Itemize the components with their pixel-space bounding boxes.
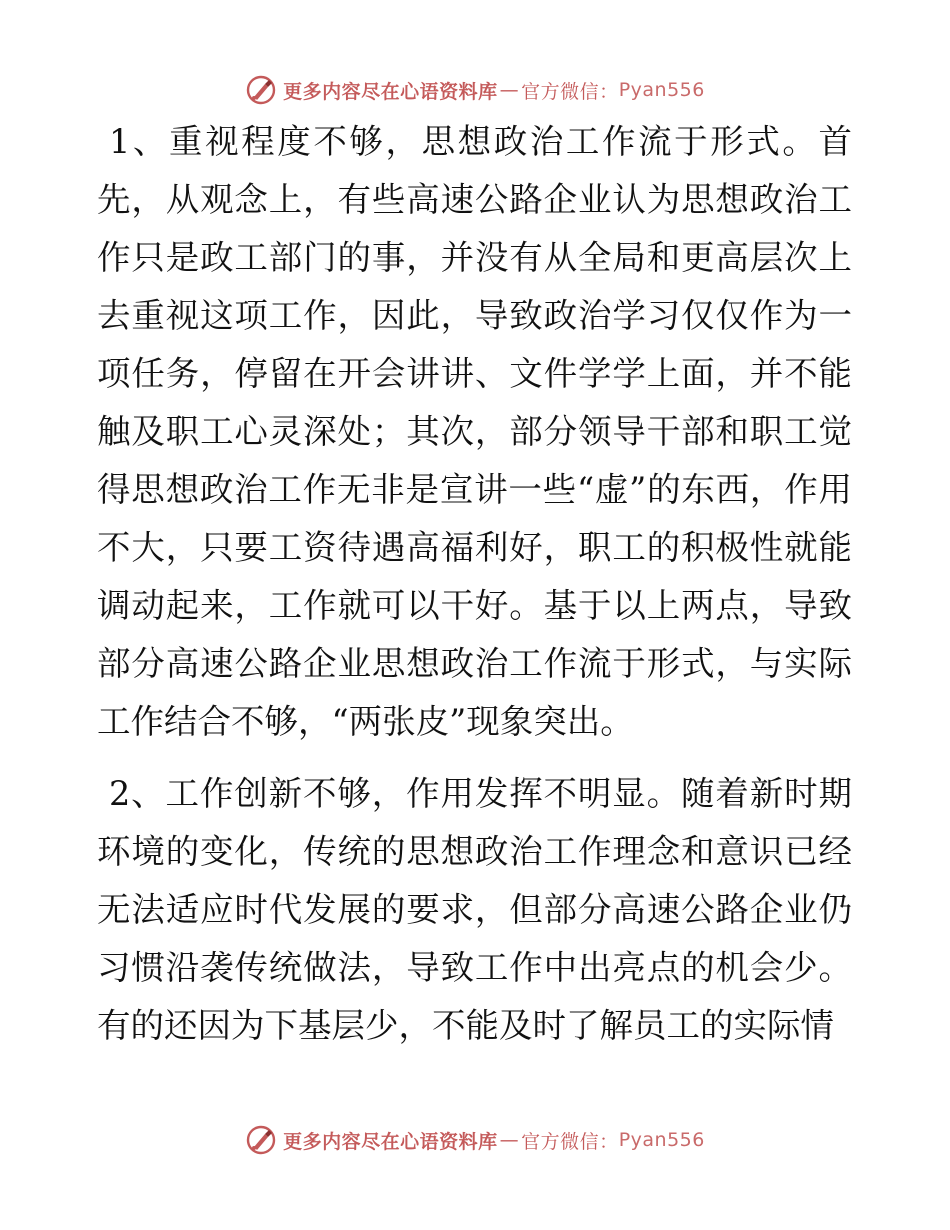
footer-banner-separator: — — [499, 1129, 520, 1151]
footer-wechat-id: Pyan556 — [618, 1129, 705, 1151]
header-banner — [0, 70, 950, 110]
paragraph-2 — [97, 765, 852, 1055]
pen-logo-icon — [245, 1124, 277, 1156]
document-body — [97, 113, 852, 1055]
header-wechat-label: 官方微信： — [521, 80, 619, 103]
paragraph-1-text: 1、重视程度不够，思想政治工作流于形式。首先，从观念上，有些高速公路企业认为思想政治工作只是政工部门的事，并没有从全局和更高层次上去重视这项工作，因此，导致政治学习仅仅作为一项任务，停留在开会讲讲、文件学学上面，并不能触及职工心灵深处；其次，部分领导干部和职工觉得思想政治工作无非是宣讲一些“虚”的东西，作用不大，只要工资待遇高福利好，职工的积极性就能调动起来，工作就可以干好。基于以上两点，导致部分高速公路企业思想政治工作流于形式，与实际工作结合不够，“两张皮”现象突出。 — [97, 122, 852, 741]
footer-banner-text: 更多内容尽在心语资料库 — [283, 1130, 498, 1153]
paragraph-2-text: 2、工作创新不够，作用发挥不明显。随着新时期环境的变化，传统的思想政治工作理念和意识已经无法适应时代发展的要求，但部分高速公路企业仍习惯沿袭传统做法，导致工作中出亮点的机会少。有的还因为下基层少，不能及时了解员工的实际情 — [97, 774, 852, 1045]
paragraph-1 — [97, 113, 852, 751]
header-wechat-id: Pyan556 — [618, 79, 705, 101]
pen-logo-icon — [245, 74, 277, 106]
header-banner-separator: — — [499, 79, 520, 101]
footer-banner — [0, 1120, 950, 1160]
header-banner-text: 更多内容尽在心语资料库 — [283, 80, 498, 103]
footer-wechat-label: 官方微信： — [521, 1130, 619, 1153]
